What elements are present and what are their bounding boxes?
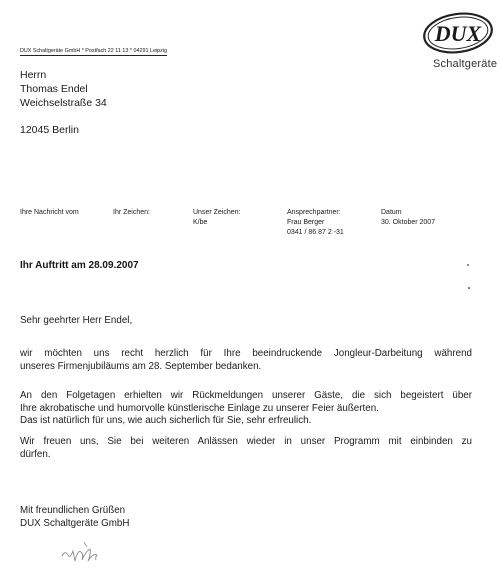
sender-line: DUX Schaltgeräte GmbH * Postfach 22 11 13 * 04291 Leipzig	[20, 48, 168, 54]
paragraph-line: dürfen.	[20, 448, 51, 460]
recipient-city: 12045 Berlin	[20, 124, 79, 136]
letter-greeting: Sehr geehrter Herr Endel,	[20, 315, 133, 326]
paragraph-invitation	[20, 436, 472, 461]
paragraph-line: Das ist natürlich für uns, wie auch sicherlich für Sie, sehr erfreulich.	[20, 415, 312, 426]
scan-speck	[467, 264, 469, 266]
date-value: 30. Oktober 2007	[381, 219, 436, 226]
your-message-label: Ihre Nachricht vom	[20, 209, 79, 216]
company-logo	[419, 9, 497, 71]
recipient-street: Weichselstraße 34	[20, 97, 107, 109]
letter-subject: Ihr Auftritt am 28.09.2007	[20, 260, 139, 271]
logo-subtitle: Schaltgeräte	[433, 58, 498, 70]
logo-ellipse-icon	[419, 9, 497, 59]
signature-mark	[58, 540, 116, 564]
paragraph-line: wir möchten uns recht herzlich für Ihre beeindruckende Jongleur-Darbeitung während	[20, 348, 472, 359]
contact-name: Frau Berger	[287, 219, 325, 226]
our-ref-label: Unser Zeichen:	[193, 209, 241, 216]
logo-text: DUX	[434, 21, 482, 46]
contact-label: Ansprechpartner:	[287, 209, 341, 216]
recipient-salutation: Herrn	[20, 69, 47, 81]
paragraph-thanks	[20, 348, 472, 373]
our-ref-value: K/be	[193, 219, 208, 226]
letter-company: DUX Schaltgeräte GmbH	[20, 518, 130, 529]
letter-closing: Mit freundlichen Grüßen	[20, 505, 126, 516]
your-ref-label: Ihr Zeichen:	[113, 209, 150, 216]
contact-phone: 0341 / 86 87 2 -31	[287, 229, 344, 236]
paragraph-line: Wir freuen uns, Sie bei weiteren Anlässen wieder in unser Programm mit einbinden zu	[20, 436, 472, 447]
date-label: Datum	[381, 209, 402, 216]
recipient-name: Thomas Endel	[20, 83, 88, 95]
paragraph-line: unseres Firmenjubiläums am 28. September bedanken.	[20, 360, 262, 372]
paragraph-line: An den Folgetagen erhielten wir Rückmeldungen unserer Gäste, die sich begeistert über	[20, 390, 472, 401]
paragraph-line: Ihre akrobatische und humorvolle künstlerische Einlage zu unserer Feier äußerten.	[20, 402, 379, 414]
paragraph-feedback	[20, 390, 472, 428]
scan-speck	[468, 287, 470, 289]
